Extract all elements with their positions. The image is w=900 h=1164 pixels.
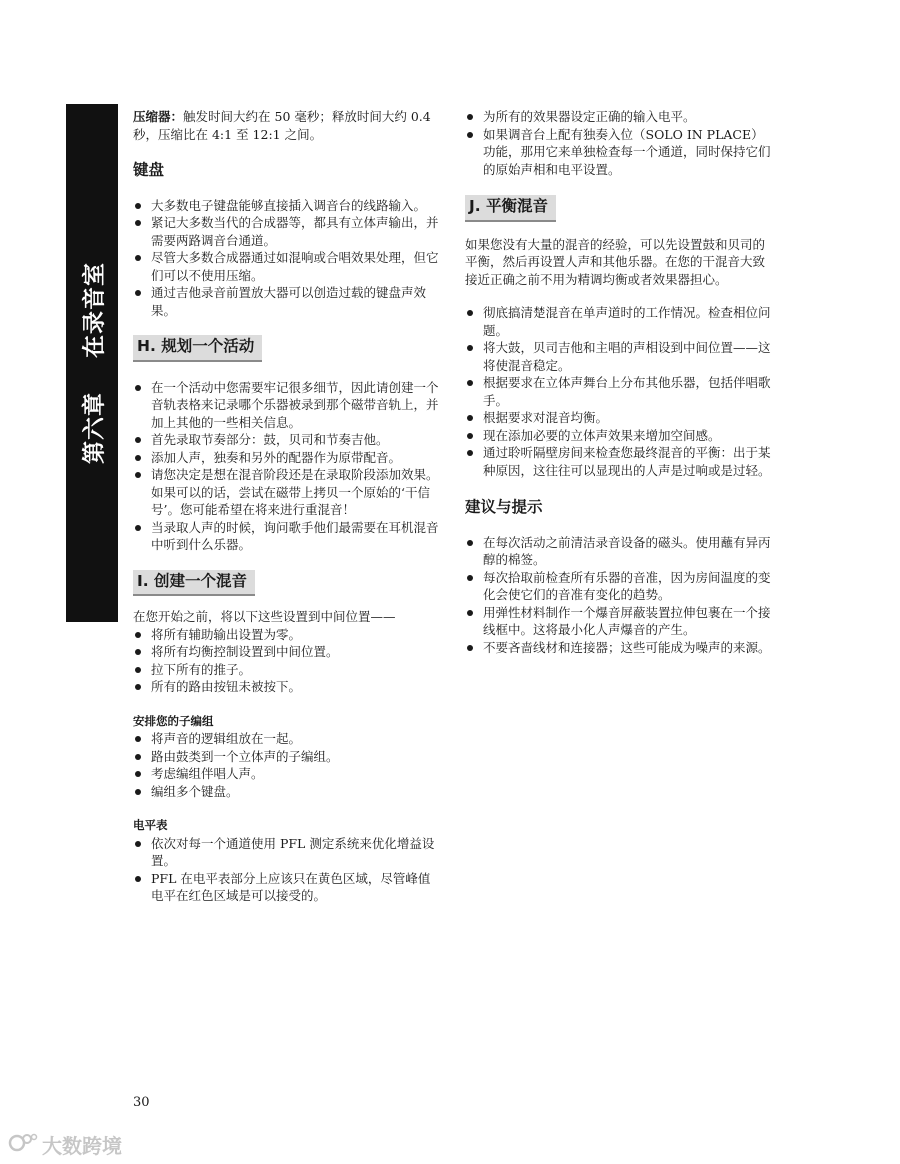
section-h-list [133, 379, 439, 554]
list-item: 请您决定是想在混音阶段还是在录取阶段添加效果。如果可以的话，尝试在磁带上拷贝一个原始的‘干信号’。您可能希望在将来进行重混音！ [133, 466, 439, 519]
list-item: 彻底搞清楚混音在单声道时的工作情况。检查相位问题。 [465, 304, 771, 339]
top-list [465, 108, 771, 178]
list-item: 通过吉他录音前置放大器可以创造过载的键盘声效果。 [133, 284, 439, 319]
section-i-heading: I. 创建一个混音 [133, 570, 255, 597]
watermark-text: 大数跨境 [42, 1134, 122, 1158]
section-h-heading: H. 规划一个活动 [133, 335, 262, 362]
list-item: 拉下所有的推子。 [133, 661, 439, 679]
section-j-list [465, 304, 771, 479]
chapter-side-label [76, 262, 109, 464]
meter-heading: 电平表 [133, 818, 168, 832]
chapter-section: 在录音室 [81, 262, 108, 358]
section-j-heading: J. 平衡混音 [465, 195, 556, 222]
meter-list [133, 835, 439, 905]
list-item: 紧记大多数当代的合成器等，都具有立体声输出，并需要两路调音台通道。 [133, 214, 439, 249]
list-item: 每次拾取前检查所有乐器的音准，因为房间温度的变化会使它们的音准有变化的趋势。 [465, 569, 771, 604]
list-item: 在每次活动之前清洁录音设备的磁头。使用蘸有异丙醇的棉签。 [465, 534, 771, 569]
page-number: 30 [133, 1095, 150, 1110]
list-item: 在一个活动中您需要牢记很多细节，因此请创建一个音轨表格来记录哪个乐器被录到那个磁带音轨上，并加上其他的一些相关信息。 [133, 379, 439, 432]
list-item: 不要吝啬线材和连接器；这些可能成为噪声的来源。 [465, 639, 771, 657]
list-item: 将所有均衡控制设置到中间位置。 [133, 643, 439, 661]
list-item: 根据要求在立体声舞台上分布其他乐器，包括伴唱歌手。 [465, 374, 771, 409]
list-item: 首先录取节奏部分：鼓，贝司和节奏吉他。 [133, 431, 439, 449]
watermark [8, 1130, 122, 1159]
list-item: 路由鼓类到一个立体声的子编组。 [133, 748, 439, 766]
left-column [133, 108, 439, 905]
list-item: 用弹性材料制作一个爆音屏蔽装置拉伸包裹在一个接线框中。这将最小化人声爆音的产生。 [465, 604, 771, 639]
compressor-text: 触发时间大约在 50 毫秒；释放时间大约 0.4 秒，压缩比在 4:1 至 12:1 之间。 [133, 109, 431, 142]
logo-mark-icon [8, 1131, 38, 1158]
list-item: 将所有辅助输出设置为零。 [133, 626, 439, 644]
list-item: 添加人声，独奏和另外的配器作为原带配音。 [133, 449, 439, 467]
tips-heading: 建议与提示 [465, 498, 543, 516]
list-item: PFL 在电平表部分上应该只在黄色区域，尽管峰值电平在红色区域是可以接受的。 [133, 870, 439, 905]
keyboard-list [133, 197, 439, 320]
list-item: 为所有的效果器设定正确的输入电平。 [465, 108, 771, 126]
chapter-side-tab [66, 104, 118, 622]
right-column [465, 108, 771, 656]
subgroup-heading: 安排您的子编组 [133, 713, 214, 728]
section-j-intro: 如果您没有大量的混音的经验，可以先设置鼓和贝司的平衡，然后再设置人声和其他乐器。在您的干混音大致接近正确之前不用为精调均衡或者效果器担心。 [465, 236, 766, 287]
list-item: 尽管大多数合成器通过如混响或合唱效果处理，但它们可以不使用压缩。 [133, 249, 439, 284]
list-item: 如果调音台上配有独奏入位（SOLO IN PLACE）功能，那用它来单独检查每一个通道，同时保持它们的原始声相和电平设置。 [465, 126, 771, 179]
section-i-list [133, 626, 439, 696]
tips-list [465, 534, 771, 657]
list-item: 所有的路由按钮未被按下。 [133, 678, 439, 696]
list-item: 当录取人声的时候，询问歌手他们最需要在耳机混音中听到什么乐器。 [133, 519, 439, 554]
chapter-number: 第六章 [81, 392, 108, 464]
list-item: 依次对每一个通道使用 PFL 测定系统来优化增益设置。 [133, 835, 439, 870]
list-item: 编组多个键盘。 [133, 783, 439, 801]
list-item: 考虑编组伴唱人声。 [133, 765, 439, 783]
list-item: 根据要求对混音均衡。 [465, 409, 771, 427]
section-i-intro: 在您开始之前，将以下这些设置到中间位置—— [133, 609, 396, 624]
list-item: 通过聆听隔壁房间来检查您最终混音的平衡：出于某种原因，这往往可以显现出的人声是过响或是过轻。 [465, 444, 771, 479]
list-item: 大多数电子键盘能够直接插入调音台的线路输入。 [133, 197, 439, 215]
compressor-note: 压缩器：触发时间大约在 50 毫秒；释放时间大约 0.4 秒，压缩比在 4:1 至 12:1 之间。 [133, 109, 431, 142]
list-item: 将声音的逻辑组放在一起。 [133, 730, 439, 748]
keyboard-heading: 键盘 [133, 161, 165, 179]
list-item: 现在添加必要的立体声效果来增加空间感。 [465, 427, 771, 445]
list-item: 将大鼓，贝司吉他和主唱的声相设到中间位置——这将使混音稳定。 [465, 339, 771, 374]
subgroup-list [133, 730, 439, 800]
